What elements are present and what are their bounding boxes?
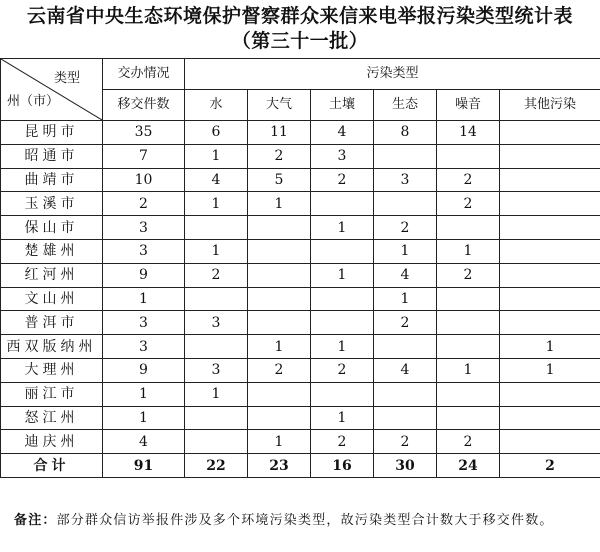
pollution-count-cell: 2 (374, 430, 437, 454)
pollution-count-cell: 1 (311, 406, 374, 430)
pollution-count-cell: 2 (374, 311, 437, 335)
pollution-count-cell: 4 (185, 168, 248, 192)
pollution-count-cell: 1 (185, 144, 248, 168)
region-name-cell: 保山市 (1, 216, 103, 240)
pollution-group-header: 污染类型 (185, 59, 600, 90)
region-name-cell: 文山州 (1, 287, 103, 311)
pollution-count-cell (248, 216, 311, 240)
pollution-count-cell (437, 287, 500, 311)
transfer-count-cell: 1 (103, 382, 185, 406)
pollution-count-cell (437, 144, 500, 168)
pollution-count-cell: 2 (374, 216, 437, 240)
transfer-count-header: 移交件数 (103, 90, 185, 121)
pollution-count-cell (374, 406, 437, 430)
pollution-count-cell (500, 216, 600, 240)
pollution-type-header: 其他污染 (500, 90, 600, 121)
transfer-count-cell: 1 (103, 287, 185, 311)
transfer-count-cell: 3 (103, 311, 185, 335)
pollution-count-cell (185, 335, 248, 359)
transfer-count-cell: 3 (103, 216, 185, 240)
pollution-count-cell (374, 144, 437, 168)
table-row (1, 192, 600, 216)
pollution-count-cell (248, 311, 311, 335)
pollution-count-cell (500, 121, 600, 145)
table-row (1, 358, 600, 382)
pollution-count-cell: 1 (311, 263, 374, 287)
region-name-cell: 曲靖市 (1, 168, 103, 192)
region-name-cell: 合计 (1, 454, 103, 478)
pollution-count-cell (437, 382, 500, 406)
pollution-count-cell (185, 216, 248, 240)
pollution-count-cell: 5 (248, 168, 311, 192)
pollution-count-cell (500, 382, 600, 406)
table-row (1, 382, 600, 406)
pollution-type-header: 水 (185, 90, 248, 121)
pollution-count-cell (437, 311, 500, 335)
pollution-count-cell: 3 (374, 168, 437, 192)
pollution-count-cell (248, 406, 311, 430)
pollution-count-cell: 1 (437, 239, 500, 263)
transfer-count-cell: 91 (103, 454, 185, 478)
pollution-count-cell (311, 382, 374, 406)
pollution-count-cell: 1 (437, 358, 500, 382)
table-row (1, 287, 600, 311)
region-name-cell: 普洱市 (1, 311, 103, 335)
region-name-cell: 昭通市 (1, 144, 103, 168)
pollution-count-cell: 1 (185, 239, 248, 263)
pollution-count-cell: 2 (437, 168, 500, 192)
pollution-count-cell: 8 (374, 121, 437, 145)
transfer-count-cell: 3 (103, 335, 185, 359)
pollution-count-cell: 3 (185, 358, 248, 382)
pollution-count-cell: 1 (500, 358, 600, 382)
pollution-count-cell (437, 406, 500, 430)
transfer-count-cell: 9 (103, 263, 185, 287)
pollution-count-cell: 2 (437, 430, 500, 454)
footnote (14, 510, 594, 531)
pollution-count-cell: 4 (374, 358, 437, 382)
pollution-count-cell: 1 (248, 192, 311, 216)
pollution-count-cell: 4 (311, 121, 374, 145)
transfer-count-cell: 7 (103, 144, 185, 168)
pollution-count-cell: 16 (311, 454, 374, 478)
region-name-cell: 玉溪市 (1, 192, 103, 216)
corner-header-cell (1, 59, 103, 121)
region-name-cell: 怒江州 (1, 406, 103, 430)
pollution-count-cell (500, 287, 600, 311)
pollution-count-cell: 1 (248, 430, 311, 454)
pollution-count-cell (437, 216, 500, 240)
pollution-count-cell: 2 (500, 454, 600, 478)
pollution-count-cell: 14 (437, 121, 500, 145)
pollution-type-header: 土壤 (311, 90, 374, 121)
statistics-table (0, 58, 600, 478)
pollution-count-cell: 1 (248, 335, 311, 359)
pollution-count-cell: 2 (311, 358, 374, 382)
pollution-count-cell (185, 406, 248, 430)
pollution-count-cell (311, 239, 374, 263)
table-row (1, 239, 600, 263)
pollution-count-cell: 2 (248, 358, 311, 382)
pollution-count-cell: 2 (437, 263, 500, 287)
footnote-text: 部分群众信访举报件涉及多个环境污染类型，故污染类型合计数大于移交件数。 (56, 513, 554, 528)
pollution-count-cell (500, 144, 600, 168)
pollution-count-cell (248, 239, 311, 263)
pollution-count-cell (374, 335, 437, 359)
total-row (1, 454, 600, 478)
pollution-count-cell: 1 (185, 382, 248, 406)
pollution-count-cell: 6 (185, 121, 248, 145)
transfer-count-cell: 35 (103, 121, 185, 145)
region-name-cell: 丽江市 (1, 382, 103, 406)
pollution-count-cell (500, 430, 600, 454)
pollution-count-cell: 3 (185, 311, 248, 335)
pollution-count-cell: 1 (500, 335, 600, 359)
pollution-count-cell: 2 (311, 168, 374, 192)
pollution-count-cell (500, 168, 600, 192)
header-row-1 (1, 59, 600, 90)
transfer-count-cell: 10 (103, 168, 185, 192)
region-name-cell: 昆明市 (1, 121, 103, 145)
pollution-count-cell: 1 (311, 335, 374, 359)
region-name-cell: 西双版纳州 (1, 335, 103, 359)
region-name-cell: 迪庆州 (1, 430, 103, 454)
transfer-group-header: 交办情况 (103, 59, 185, 90)
transfer-count-cell: 4 (103, 430, 185, 454)
diagonal-divider (1, 59, 102, 120)
pollution-count-cell: 24 (437, 454, 500, 478)
pollution-count-cell: 2 (437, 192, 500, 216)
pollution-type-header: 生态 (374, 90, 437, 121)
pollution-count-cell (248, 263, 311, 287)
transfer-count-cell: 3 (103, 239, 185, 263)
corner-label-region: 州（市） (7, 94, 60, 109)
pollution-count-cell (311, 192, 374, 216)
pollution-count-cell (248, 382, 311, 406)
table-row (1, 216, 600, 240)
pollution-count-cell: 2 (248, 144, 311, 168)
pollution-count-cell (374, 382, 437, 406)
region-name-cell: 红河州 (1, 263, 103, 287)
table-title: 云南省中央生态环境保护督察群众来信来电举报污染类型统计表 (26, 5, 573, 27)
table-row (1, 430, 600, 454)
pollution-type-header: 噪音 (437, 90, 500, 121)
table-subtitle: （第三十一批） (231, 30, 369, 52)
pollution-count-cell: 1 (374, 287, 437, 311)
table-row (1, 121, 600, 145)
pollution-count-cell (500, 263, 600, 287)
pollution-count-cell (500, 239, 600, 263)
pollution-count-cell (248, 287, 311, 311)
pollution-count-cell (311, 311, 374, 335)
pollution-count-cell (500, 311, 600, 335)
pollution-count-cell: 23 (248, 454, 311, 478)
pollution-count-cell (311, 287, 374, 311)
pollution-count-cell: 22 (185, 454, 248, 478)
pollution-count-cell: 2 (185, 263, 248, 287)
pollution-count-cell (500, 406, 600, 430)
table-row (1, 168, 600, 192)
pollution-count-cell: 30 (374, 454, 437, 478)
pollution-count-cell (437, 335, 500, 359)
pollution-count-cell: 1 (185, 192, 248, 216)
corner-label-type: 类型 (53, 71, 80, 86)
region-name-cell: 大理州 (1, 358, 103, 382)
pollution-count-cell: 1 (311, 216, 374, 240)
pollution-count-cell: 4 (374, 263, 437, 287)
table-row (1, 144, 600, 168)
table-row (1, 263, 600, 287)
pollution-count-cell: 11 (248, 121, 311, 145)
table-row (1, 311, 600, 335)
pollution-type-header: 大气 (248, 90, 311, 121)
transfer-count-cell: 2 (103, 192, 185, 216)
table-row (1, 406, 600, 430)
pollution-count-cell: 1 (374, 239, 437, 263)
footnote-label: 备注： (14, 513, 57, 528)
pollution-count-cell (185, 430, 248, 454)
transfer-count-cell: 1 (103, 406, 185, 430)
pollution-count-cell (185, 287, 248, 311)
pollution-count-cell: 2 (311, 430, 374, 454)
region-name-cell: 楚雄州 (1, 239, 103, 263)
transfer-count-cell: 9 (103, 358, 185, 382)
pollution-count-cell (374, 192, 437, 216)
pollution-count-cell: 3 (311, 144, 374, 168)
table-row (1, 335, 600, 359)
pollution-count-cell (500, 192, 600, 216)
